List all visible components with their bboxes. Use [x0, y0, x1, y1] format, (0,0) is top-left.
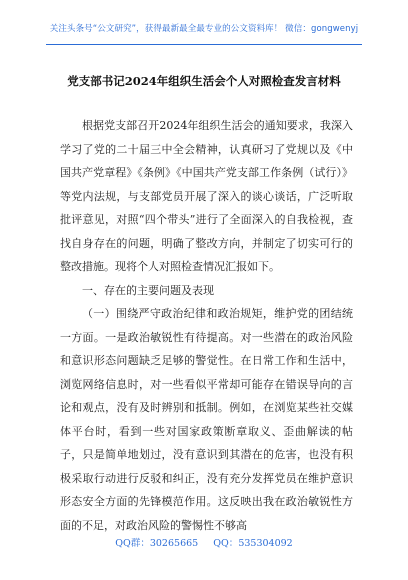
- footer-qq-group-value: 30265665: [149, 538, 199, 549]
- document-title: 党支部书记2024年组织生活会个人对照检查发言材料: [67, 74, 341, 88]
- body-paragraph: （一）围绕严守政治纪律和政治规矩，维护党的团结统一方面。一是政治敏锐性有待提高。对一些潜在的政治风险和意识形态问题缺乏足够的警觉性。在日常工作和生活中，浏览网络信息时，对一些看似平常却可能存在错误导向的言论和观点，没有及时辨别和抵制。例如，在浏览某些社交媒体平台时，看到一些对国家政策断章取义、歪曲解读的帖子，只是简单地划过，没有意识到其潜在的危害，也没有积极采取行动进行反驳和纠正，没有充分发挥党员在维护意识形态安全方面的先锋模范作用。这反映出我在政治敏锐性方面的不足，对政治风险的警惕性不够高: [60, 307, 353, 532]
- header-divider: [46, 44, 362, 45]
- footer-qq-label: QQ：: [213, 538, 239, 549]
- footer-qq: [213, 538, 292, 549]
- footer-qq-value: 535304092: [238, 538, 293, 549]
- document-body: [60, 114, 353, 537]
- footer-qq-group-label: QQ群：: [115, 538, 150, 549]
- section-heading: 一、存在的主要问题及表现: [82, 283, 214, 297]
- header-promo-note: 关注头条号“公文研究”，获得最新最全最专业的公文资料库！ 微信：gongwenyj: [49, 24, 359, 34]
- footer-qq-group: [115, 538, 198, 549]
- footer-contact: [0, 535, 408, 549]
- intro-paragraph: 根据党支部召开2024年组织生活会的通知要求，我深入学习了党的二十届三中全会精神，认真研习了党规以及《中国共产党章程》《条例》《中国共产党支部工作条例（试行）》等党内法规，与支部党员开展了深入的谈心谈话，广泛听取批评意见，对照“四个带头”进行了全面深入的自我检视，查找自身存在的问题，明确了整改方向，并制定了切实可行的整改措施。现将个人对照检查情况汇报如下。: [60, 119, 353, 273]
